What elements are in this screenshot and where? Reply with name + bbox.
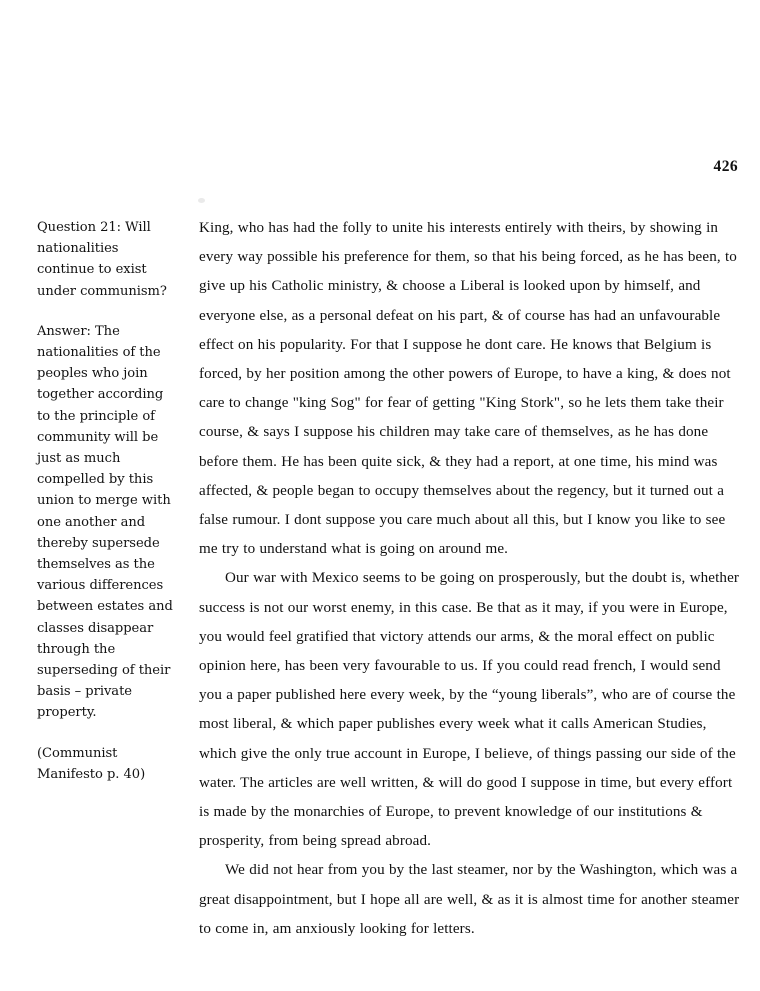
- page-number: 426: [713, 158, 738, 175]
- marginalia-citation: (Communist Manifesto p. 40): [37, 745, 146, 782]
- marginalia-column: [37, 217, 173, 785]
- body-paragraph-3: We did not hear from you by the last steamer, nor by the Washington, which was a great disappointment, but I hope all are well, & as it is almost time for another steamer to come in, am anxiously looking for letters.: [199, 862, 740, 937]
- body-paragraph-2: Our war with Mexico seems to be going on prosperously, but the doubt is, whether success is not our worst enemy, in this case. Be that as it may, if you were in Europe, you would feel gratified that victory attends our arms, & the moral effect on public opinion here, has been very favourable to us. If you could read french, I would send you a paper published here every week, by the “young liberals”, who are of course the most liberal, & which paper publishes every week what it calls American Studies, which give the only true account in Europe, I believe, of things passing our side of the water. The articles are well written, & will do good I suppose in time, but every effort is made by the monarchies of Europe, to prevent knowledge of our institutions & prosperity, from being spread abroad.: [199, 570, 740, 850]
- body-paragraph-1: King, who has had the folly to unite his interests entirely with theirs, by showing in every way possible his preference for them, so that his being forced, as he has been, to give up his Catholic ministry, & choose a Liberal is looked upon by himself, and everyone else, as a personal defeat on his part, & of course has had an unfavourable effect on his popularity. For that I suppose he dont care. He knows that Belgium is forced, by her position among the other powers of Europe, to have a king, & does not care to change "king Sog" for fear of getting "King Stork", so he lets them take their course, & says I suppose his children may take care of themselves, as he has done before them. He has been quite sick, & they had a report, at one time, his mind was affected, & people began to occupy themselves about the regency, but it turned out a false rumour. I dont suppose you care much about all this, but I know you like to see me try to understand what is going on around me.: [199, 220, 737, 558]
- marginalia-answer: Answer: The nationalities of the peoples who join together according to the principle of community will be just as much compelled by this union to merge with one another and thereby supersede themselves as the various differences between estates and classes disappear through the superseding of their basis – private property.: [37, 323, 173, 721]
- marginalia-question: Question 21: Will nationalities continue to exist under communism?: [37, 220, 167, 299]
- scan-artifact-smudge: [198, 198, 205, 203]
- body-text-column: [199, 214, 740, 944]
